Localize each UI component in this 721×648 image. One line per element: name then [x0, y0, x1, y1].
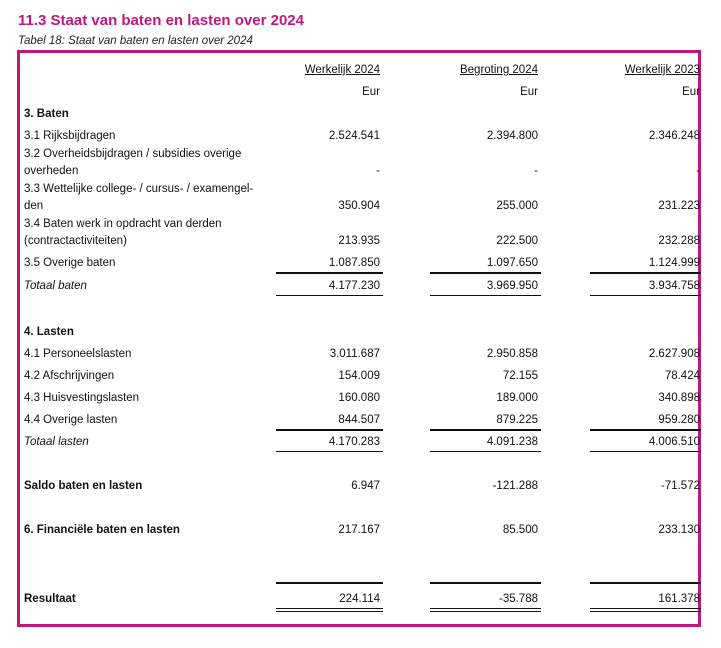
- resultaat-row: [20, 590, 698, 608]
- total-value: 3.969.950: [486, 280, 538, 292]
- unit-label: Eur: [520, 86, 538, 98]
- total-row: [20, 277, 698, 295]
- cell-value: 6.947: [351, 480, 380, 492]
- cell-value: 233.130: [658, 524, 700, 536]
- resultaat-label: Resultaat: [24, 593, 76, 605]
- row-label-continued: overheden: [24, 165, 79, 177]
- cell-value: 2.950.858: [486, 348, 538, 360]
- cell-value: 2.524.541: [328, 130, 380, 142]
- total-value: 4.091.238: [486, 436, 538, 448]
- section-title: 4. Lasten: [24, 326, 74, 338]
- table-row: [20, 127, 698, 145]
- total-underline: [276, 451, 383, 452]
- table-row: [20, 254, 698, 272]
- row-label: 4.1 Personeelslasten: [24, 348, 132, 360]
- row-label: 3.3 Wettelijke college- / cursus- / examengel-: [24, 183, 254, 195]
- cell-value: 85.500: [502, 524, 538, 536]
- section-title-row: [20, 105, 698, 123]
- result-underline: [430, 611, 541, 612]
- column-header: Begroting 2024: [459, 64, 538, 76]
- row-label: 3.2 Overheidsbijdragen / subsidies overige: [24, 148, 242, 160]
- cell-value: 255.000: [496, 200, 538, 212]
- result-underline: [590, 608, 701, 609]
- cell-value: 959.280: [658, 414, 700, 426]
- total-rule: [276, 429, 383, 431]
- unit-label: Eur: [362, 86, 380, 98]
- section-title: 3. Baten: [24, 108, 69, 120]
- column-header: Werkelijk 2023: [624, 64, 700, 76]
- cell-value: 231.223: [658, 200, 700, 212]
- financieel-row: [20, 521, 698, 539]
- row-label: 3.5 Overige baten: [24, 257, 116, 269]
- unit-row: [20, 83, 698, 101]
- cell-value: -: [696, 165, 700, 177]
- cell-value: -: [534, 165, 538, 177]
- cell-value: 154.009: [338, 370, 380, 382]
- section-title-row: [20, 323, 698, 341]
- column-header: Werkelijk 2024: [304, 64, 380, 76]
- table-row: [20, 389, 698, 407]
- result-underline: [590, 611, 701, 612]
- cell-value: 224.114: [339, 593, 380, 605]
- table-row: [20, 345, 698, 363]
- total-row: [20, 433, 698, 451]
- table-row: [20, 232, 698, 250]
- saldo-row: [20, 477, 698, 495]
- cell-value: 1.097.650: [486, 257, 538, 269]
- total-underline: [590, 295, 701, 296]
- result-underline: [276, 608, 383, 609]
- table-row: [20, 411, 698, 429]
- row-label: 4.3 Huisvestingslasten: [24, 392, 140, 404]
- result-rule: [276, 582, 383, 584]
- cell-value: -: [376, 165, 380, 177]
- total-underline: [430, 295, 541, 296]
- total-rule: [590, 429, 701, 431]
- total-rule: [430, 429, 541, 431]
- row-label-continued: (contractactiviteiten): [24, 235, 127, 247]
- table-row: [20, 180, 698, 198]
- total-underline: [276, 295, 383, 296]
- total-label: Totaal lasten: [24, 436, 89, 448]
- statement-table: [17, 50, 701, 627]
- total-underline: [430, 451, 541, 452]
- cell-value: 2.346.248: [648, 130, 700, 142]
- cell-value: 78.424: [664, 370, 700, 382]
- row-label: 3.4 Baten werk in opdracht van derden: [24, 218, 222, 230]
- result-underline: [430, 608, 541, 609]
- total-value: 4.006.510: [648, 436, 700, 448]
- row-label-continued: den: [24, 200, 44, 212]
- total-value: 3.934.758: [648, 280, 700, 292]
- cell-value: 2.627.908: [648, 348, 700, 360]
- row-label: 4.2 Afschrijvingen: [24, 370, 115, 382]
- cell-value: 844.507: [338, 414, 380, 426]
- row-label: 4.4 Overige lasten: [24, 414, 118, 426]
- cell-value: -71.572: [660, 480, 700, 492]
- result-rule: [590, 582, 701, 584]
- saldo-label: Saldo baten en lasten: [24, 480, 143, 492]
- cell-value: 160.080: [338, 392, 380, 404]
- cell-value: 1.087.850: [328, 257, 380, 269]
- cell-value: 217.167: [338, 524, 380, 536]
- table-row: [20, 215, 698, 233]
- table-row: [20, 145, 698, 163]
- total-underline: [590, 451, 701, 452]
- financieel-label: 6. Financiële baten en lasten: [24, 524, 180, 536]
- table-row: [20, 197, 698, 215]
- cell-value: 232.288: [658, 235, 700, 247]
- cell-value: 350.904: [338, 200, 380, 212]
- total-rule: [430, 272, 541, 274]
- total-value: 4.170.283: [328, 436, 380, 448]
- cell-value: 340.898: [658, 392, 700, 404]
- cell-value: 2.394.800: [486, 130, 538, 142]
- result-underline: [276, 611, 383, 612]
- cell-value: 879.225: [496, 414, 538, 426]
- table-row: [20, 162, 698, 180]
- cell-value: 222.500: [496, 235, 538, 247]
- cell-value: 1.124.999: [648, 257, 700, 269]
- cell-value: -121.288: [492, 480, 538, 492]
- cell-value: 3.011.687: [329, 348, 380, 360]
- row-label: 3.1 Rijksbijdragen: [24, 130, 116, 142]
- cell-value: 213.935: [338, 235, 380, 247]
- total-value: 4.177.230: [328, 280, 380, 292]
- table-row: [20, 367, 698, 385]
- cell-value: 72.155: [502, 370, 538, 382]
- total-rule: [590, 272, 701, 274]
- total-rule: [276, 272, 383, 274]
- unit-label: Eur: [682, 86, 700, 98]
- total-label: Totaal baten: [24, 280, 87, 292]
- column-header-row: [20, 61, 698, 79]
- cell-value: 189.000: [496, 392, 538, 404]
- cell-value: 161.378: [658, 593, 700, 605]
- result-rule: [430, 582, 541, 584]
- table-caption: Tabel 18: Staat van baten en lasten over 2024: [18, 35, 253, 47]
- section-heading: 11.3 Staat van baten en lasten over 2024: [18, 12, 304, 29]
- cell-value: -35.788: [498, 593, 538, 605]
